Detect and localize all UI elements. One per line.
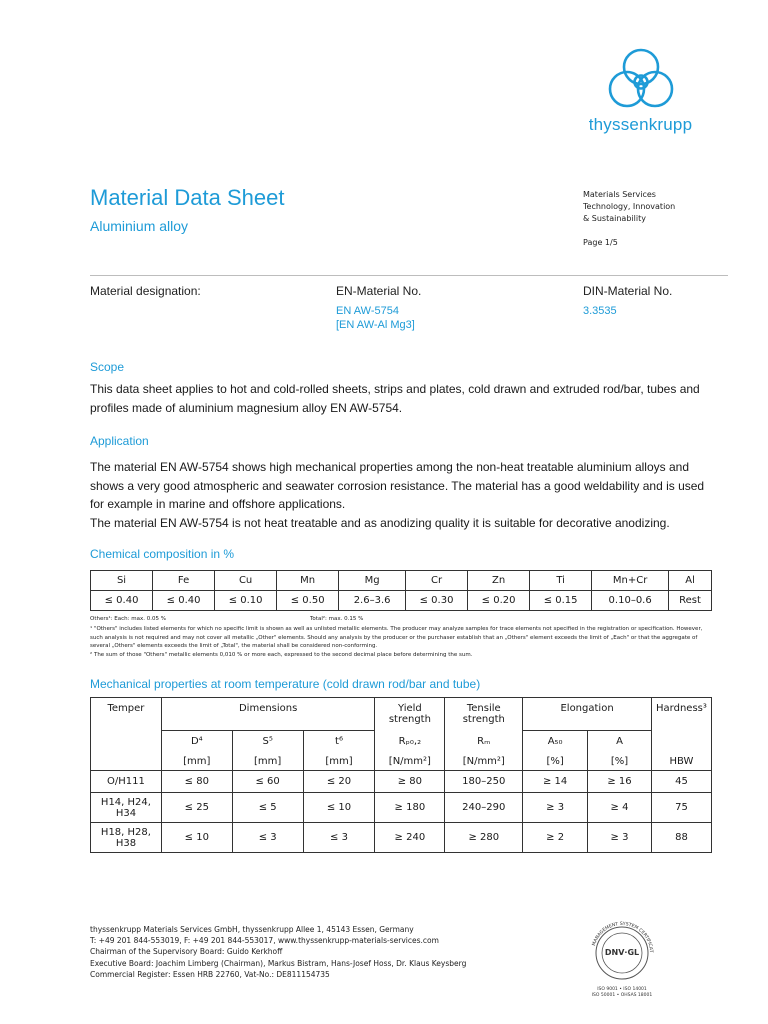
table-cell: ≤ 80 [161,771,232,793]
footer-line: thyssenkrupp Materials Services GmbH, thyssenkrupp Allee 1, 45143 Essen, Germany [90,925,414,934]
table-cell: 88 [651,823,711,853]
en-material-label: EN-Material No. [336,284,422,298]
footer-line: Executive Board: Joachim Limberg (Chairman), Markus Bistram, Hans-Josef Hoss, Dr. Klaus Keysberg [90,958,467,968]
table-cell: ≤ 25 [161,793,232,823]
table-cell: ≤ 20 [303,771,375,793]
mechanical-heading: Mechanical properties at room temperature (cold drawn rod/bar and tube) [90,677,481,691]
sub-s: S⁵ [232,731,303,753]
logo-wordmark: thyssenkrupp [588,115,693,134]
table-cell: ≥ 180 [375,793,445,823]
table-cell: ≥ 3 [588,823,652,853]
table-cell: ≤ 10 [161,823,232,853]
header-dimensions: Dimensions [161,698,375,731]
table-header-cell: Al [669,571,712,591]
table-cell: ≤ 60 [232,771,303,793]
table-cell: H14, H24, H34 [91,793,162,823]
document-title: Material Data Sheet [90,185,285,210]
table-cell: 0.10–0.6 [592,591,669,611]
header-elongation: Elongation [523,698,652,731]
table-subheader-row [91,731,712,753]
table-cell: ≥ 80 [375,771,445,793]
sub-a: A [588,731,652,753]
department-line: & Sustainability [583,214,646,223]
din-material-label: DIN-Material No. [583,284,673,298]
header-divider [90,275,728,276]
unit-d: [mm] [161,753,232,771]
designation-label: Material designation: [90,284,201,298]
table-cell: ≥ 14 [523,771,588,793]
table-cell: 2.6–3.6 [339,591,406,611]
chemical-composition-table [90,570,712,611]
table-cell: ≥ 4 [588,793,652,823]
chemical-heading: Chemical composition in % [90,547,235,561]
table-cell: ≤ 3 [232,823,303,853]
footnote-2: ² The sum of those "Others" metallic elements 0,010 % or more each, expressed to the second decimal place before determining the sum. [90,651,473,658]
table-cell: 240–290 [445,793,523,823]
table-header-cell: Mg [339,571,406,591]
table-cell: ≤ 10 [303,793,375,823]
table-cell: ≤ 0.15 [530,591,592,611]
seal-name: DNV·GL [604,948,640,957]
application-line: The material EN AW-5754 shows high mechanical properties among the non-heat treatable aluminium alloys and [90,460,689,474]
table-header-cell: Mn [277,571,339,591]
department-block [583,189,675,225]
table-cell: ≤ 3 [303,823,375,853]
table-header-cell: Fe [153,571,215,591]
table-unit-row [91,753,712,771]
unit-a: [%] [588,753,652,771]
application-heading: Application [90,434,149,448]
application-line: shows a very good atmospheric and seawater corrosion resistance. The material has a good weldability and is used [90,478,705,493]
application-line: The material EN AW-5754 is not heat treatable and as anodizing quality it is suitable for decorative anodizing. [90,515,670,530]
table-header-cell: Mn+Cr [592,571,669,591]
table-cell: ≤ 0.20 [468,591,530,611]
table-cell: ≤ 0.40 [153,591,215,611]
unit-rp: [N/mm²] [375,753,445,771]
department-line: Technology, Innovation [583,202,676,211]
table-row [91,823,712,853]
table-row [91,793,712,823]
table-cell: Rest [669,591,712,611]
sub-t: t⁶ [303,731,375,753]
note-others: Others¹: Each: max. 0.05 % [90,616,166,622]
table-cell: 75 [651,793,711,823]
mechanical-properties-table [90,697,712,853]
table-header-cell: Cu [215,571,277,591]
table-header-row [91,571,712,591]
table-header-cell: Cr [406,571,468,591]
en-material-alias: [EN AW-Al Mg3] [336,319,415,331]
table-cell: ≤ 0.10 [215,591,277,611]
header-yield: Yield strength [375,698,445,731]
scope-line: This data sheet applies to hot and cold-rolled sheets, strips and plates, cold drawn and extruded rod/bar, tubes and [90,382,700,396]
table-header-cell: Si [91,571,153,591]
table-cell: ≥ 240 [375,823,445,853]
header-hardness: Hardness³ [651,698,711,731]
table-cell: ≤ 0.50 [277,591,339,611]
seal-standards-1: ISO 9001 • ISO 14001 [597,987,647,992]
unit-rm: [N/mm²] [445,753,523,771]
footnote-1: ¹ "Others" includes listed elements for which no specific limit is shown as well as unlisted metallic elements. The producer may analyze samples for trace elements not specified in the registration or specification. However, such analysis is not required and may not cover all metallic „Other" elements. Should any analysis by the producer or the purchaser establish that an „Others" element exceeds the limit of „Each" or that the aggregate of several „Others" elements exceeds the limit of „Total", the material shall be considered non-conforming. [90,626,703,649]
table-cell: ≤ 5 [232,793,303,823]
table-cell: ≤ 0.30 [406,591,468,611]
document-subtitle: Aluminium alloy [90,218,189,234]
sub-rm: Rₘ [445,731,523,753]
trinity-logo-icon [605,45,677,113]
company-footer [90,924,466,980]
sub-a50: A₅₀ [523,731,588,753]
table-row [91,591,712,611]
scope-heading: Scope [90,360,125,374]
table-cell: 45 [651,771,711,793]
header-temper: Temper [91,698,162,731]
department-line: Materials Services [583,190,656,199]
seal-ring-text: MANAGEMENT SYSTEM CERTIFICAT [591,921,654,953]
table-cell: ≥ 16 [588,771,652,793]
table-header-cell: Zn [468,571,530,591]
din-material-value: 3.3535 [583,305,617,317]
en-material-value [336,304,415,332]
certification-seal [582,917,662,998]
unit-hb: HBW [651,753,711,771]
table-cell: 180–250 [445,771,523,793]
table-row [91,771,712,793]
table-cell: H18, H28, H38 [91,823,162,853]
scope-line: profiles made of aluminium magnesium alloy EN AW-5754. [90,400,403,415]
table-header-row [91,698,712,731]
table-cell: ≥ 2 [523,823,588,853]
table-cell: ≥ 280 [445,823,523,853]
table-header-cell: Ti [530,571,592,591]
note-total: Total²: max. 0.15 % [310,616,364,622]
application-line: for example in marine and offshore applications. [90,497,346,511]
table-cell: ≤ 0.40 [91,591,153,611]
sub-rp: Rₚ₀,₂ [375,731,445,753]
table-cell: O/H111 [91,771,162,793]
unit-s: [mm] [232,753,303,771]
en-material-number: EN AW-5754 [336,305,399,317]
certificate-seal-icon [582,917,662,981]
page-number: Page 1/5 [583,238,618,247]
table-cell: ≥ 3 [523,793,588,823]
footer-line: T: +49 201 844-553019, F: +49 201 844-553017, www.thyssenkrupp-materials-services.com [90,936,439,946]
unit-t: [mm] [303,753,375,771]
company-logo [578,45,703,135]
seal-standards-2: ISO 50001 • OHSAS 18001 [591,993,653,998]
footer-line: Commercial Register: Essen HRB 22760, Vat-No.: DE811154735 [90,969,330,979]
unit-a50: [%] [523,753,588,771]
footer-line: Chairman of the Supervisory Board: Guido Kerkhoff [90,947,283,957]
sub-d: D⁴ [161,731,232,753]
scope-paragraph [90,380,730,417]
header-tensile: Tensile strength [445,698,523,731]
chemical-footnotes [90,615,715,659]
application-paragraph [90,458,730,532]
